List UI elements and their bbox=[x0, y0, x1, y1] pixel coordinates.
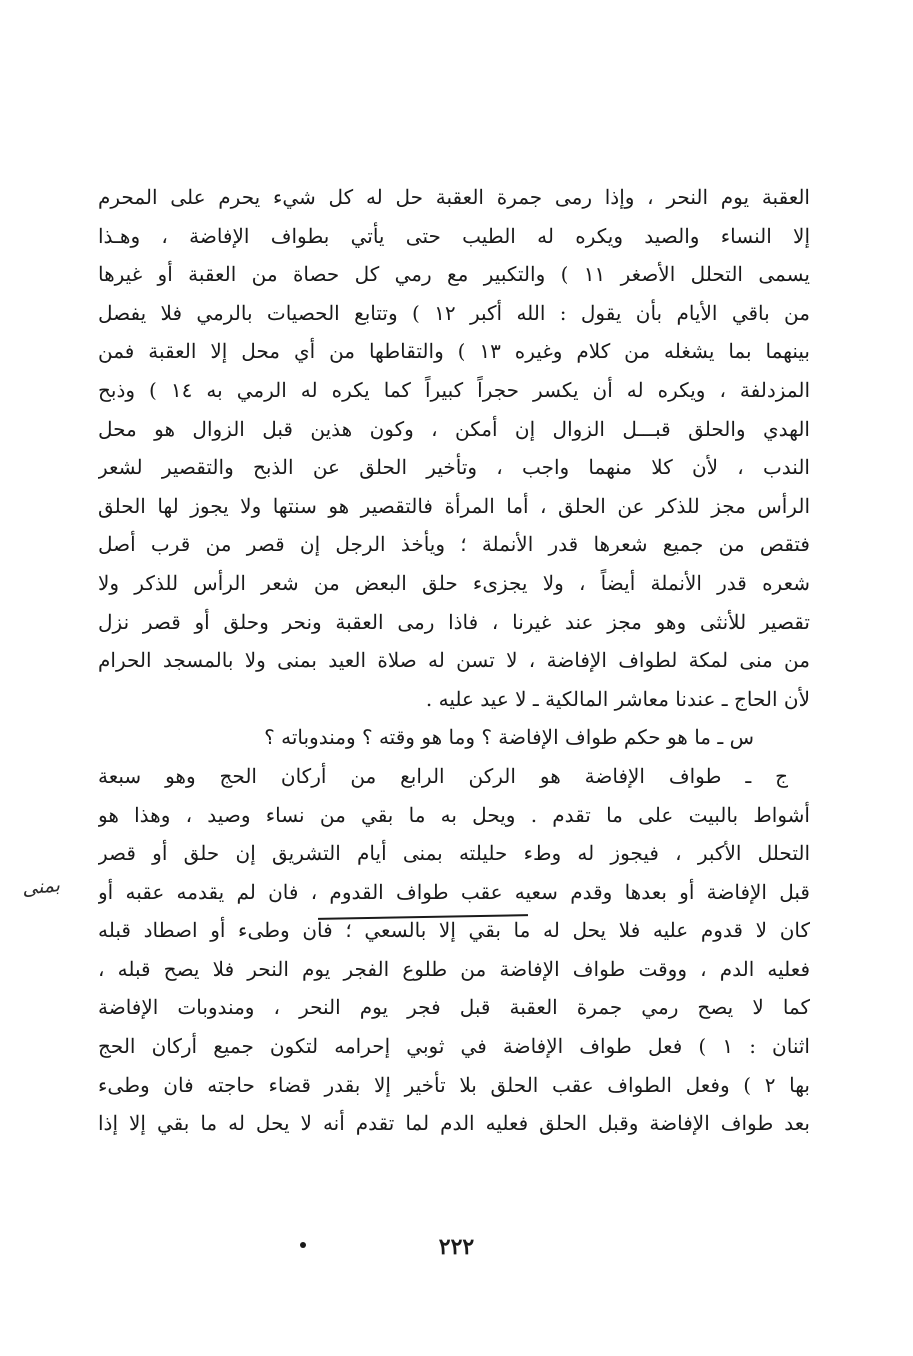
text-line-20: كان لا قدوم عليه فلا يحل له ما بقي إلا بالسعي ؛ فان وطىء أو اصطاد قبله bbox=[98, 918, 810, 943]
text-line-6: المزدلفة ، ويكره له أن يكسر حجراً كبيراً كما يكره له الرمي به ١٤ ) وذبح bbox=[98, 377, 810, 402]
text-line-11: شعره قدر الأنملة أيضاً ، ولا يجزىء حلق البعض من شعر الرأس للذكر ولا bbox=[98, 570, 810, 595]
handwritten-margin-note: بمنى bbox=[20, 874, 61, 900]
text-line-5: بينهما بما يشغله من كلام وغيره ١٣ ) والتقاطها من أي محل إلا العقبة فمن bbox=[98, 339, 810, 364]
text-line-4: من باقي الأيام بأن يقول : الله أكبر ١٢ ) وتتابع الحصيات بالرمي فلا يفصل bbox=[98, 300, 810, 325]
text-line-12: تقصير للأنثى وهو مجز عند غيرنا ، فاذا رمى العقبة ونحر وحلق أو قصر نزل bbox=[98, 609, 810, 634]
page-number: ٢٢٢ bbox=[438, 1234, 475, 1260]
text-line-21: فعليه الدم ، ووقت طواف الإفاضة من طلوع الفجر يوم النحر فلا يصح قبله ، bbox=[98, 956, 810, 981]
text-line-3: يسمى التحلل الأصغر ١١ ) والتكبير مع رمي كل حصاة من العقبة أو غيرها bbox=[98, 262, 810, 287]
text-line-10: فتقص من جميع شعرها قدر الأنملة ؛ ويأخذ الرجل إن قصر من قرب أصل bbox=[98, 532, 810, 557]
question-line: س ـ ما هو حكم طواف الإفاضة ؟ وما هو وقته ؟ ومندوباته ؟ bbox=[264, 725, 754, 750]
text-line-13: من منى لمكة لطواف الإفاضة ، لا تسن له صلاة العيد بمنى ولا بالمسجد الحرام bbox=[98, 648, 810, 673]
text-line-25: بعد طواف الإفاضة وقبل الحلق فعليه الدم لما تقدم أنه لا يحل له ما بقي إلا إذا bbox=[98, 1111, 810, 1136]
text-line-9: الرأس مجز للذكر عن الحلق ، أما المرأة فالتقصير هو سنتها ولا يجوز لها الحلق bbox=[98, 493, 810, 518]
text-line-7: الهدي والحلق قبـــل الزوال إن أمكن ، وكون هذين قبل الزوال هو محل bbox=[98, 416, 810, 441]
answer-line-1: ج ـ طواف الإفاضة هو الركن الرابع من أركان الحج وهو سبعة bbox=[98, 763, 788, 788]
text-line-24: بها ٢ ) وفعل الطواف عقب الحلق بلا تأخير إلا بقدر قضاء حاجته فان وطىء bbox=[98, 1072, 810, 1097]
text-line-2: إلا النساء والصيد ويكره له الطيب حتى يأتي بطواف الإفاضة ، وهـذا bbox=[98, 223, 810, 248]
text-line-14: لأن الحاج ـ عندنا معاشر المالكية ـ لا عيد عليه . bbox=[425, 686, 810, 711]
text-line-1: العقبة يوم النحر ، وإذا رمى جمرة العقبة حل له كل شيء يحرم على المحرم bbox=[98, 185, 810, 209]
text-line-8: الندب ، لأن كلا منهما واجب ، وتأخير الحلق عن الذبح والتقصير لشعر bbox=[98, 455, 810, 480]
body-text bbox=[98, 178, 810, 1143]
text-line-19: قبل الإفاضة أو بعدها وقدم سعيه عقب طواف القدوم ، فان لم يقدمه عقبه أو bbox=[98, 879, 810, 904]
text-line-22: كما لا يصح رمي جمرة العقبة قبل فجر يوم النحر ، ومندوبات الإفاضة bbox=[98, 995, 810, 1020]
text-line-18: التحلل الأكبر ، فيجوز له وطء حليلته بمنى أيام التشريق إن حلق أو قصر bbox=[98, 841, 810, 866]
text-line-17: أشواط بالبيت على ما تقدم . ويحل به ما بقي من نساء وصيد ، وهذا هو bbox=[98, 802, 810, 827]
text-line-23: اثنان : ١ ) فعل طواف الإفاضة في ثوبي إحرامه لتكون جميع أركان الحج bbox=[98, 1034, 810, 1059]
